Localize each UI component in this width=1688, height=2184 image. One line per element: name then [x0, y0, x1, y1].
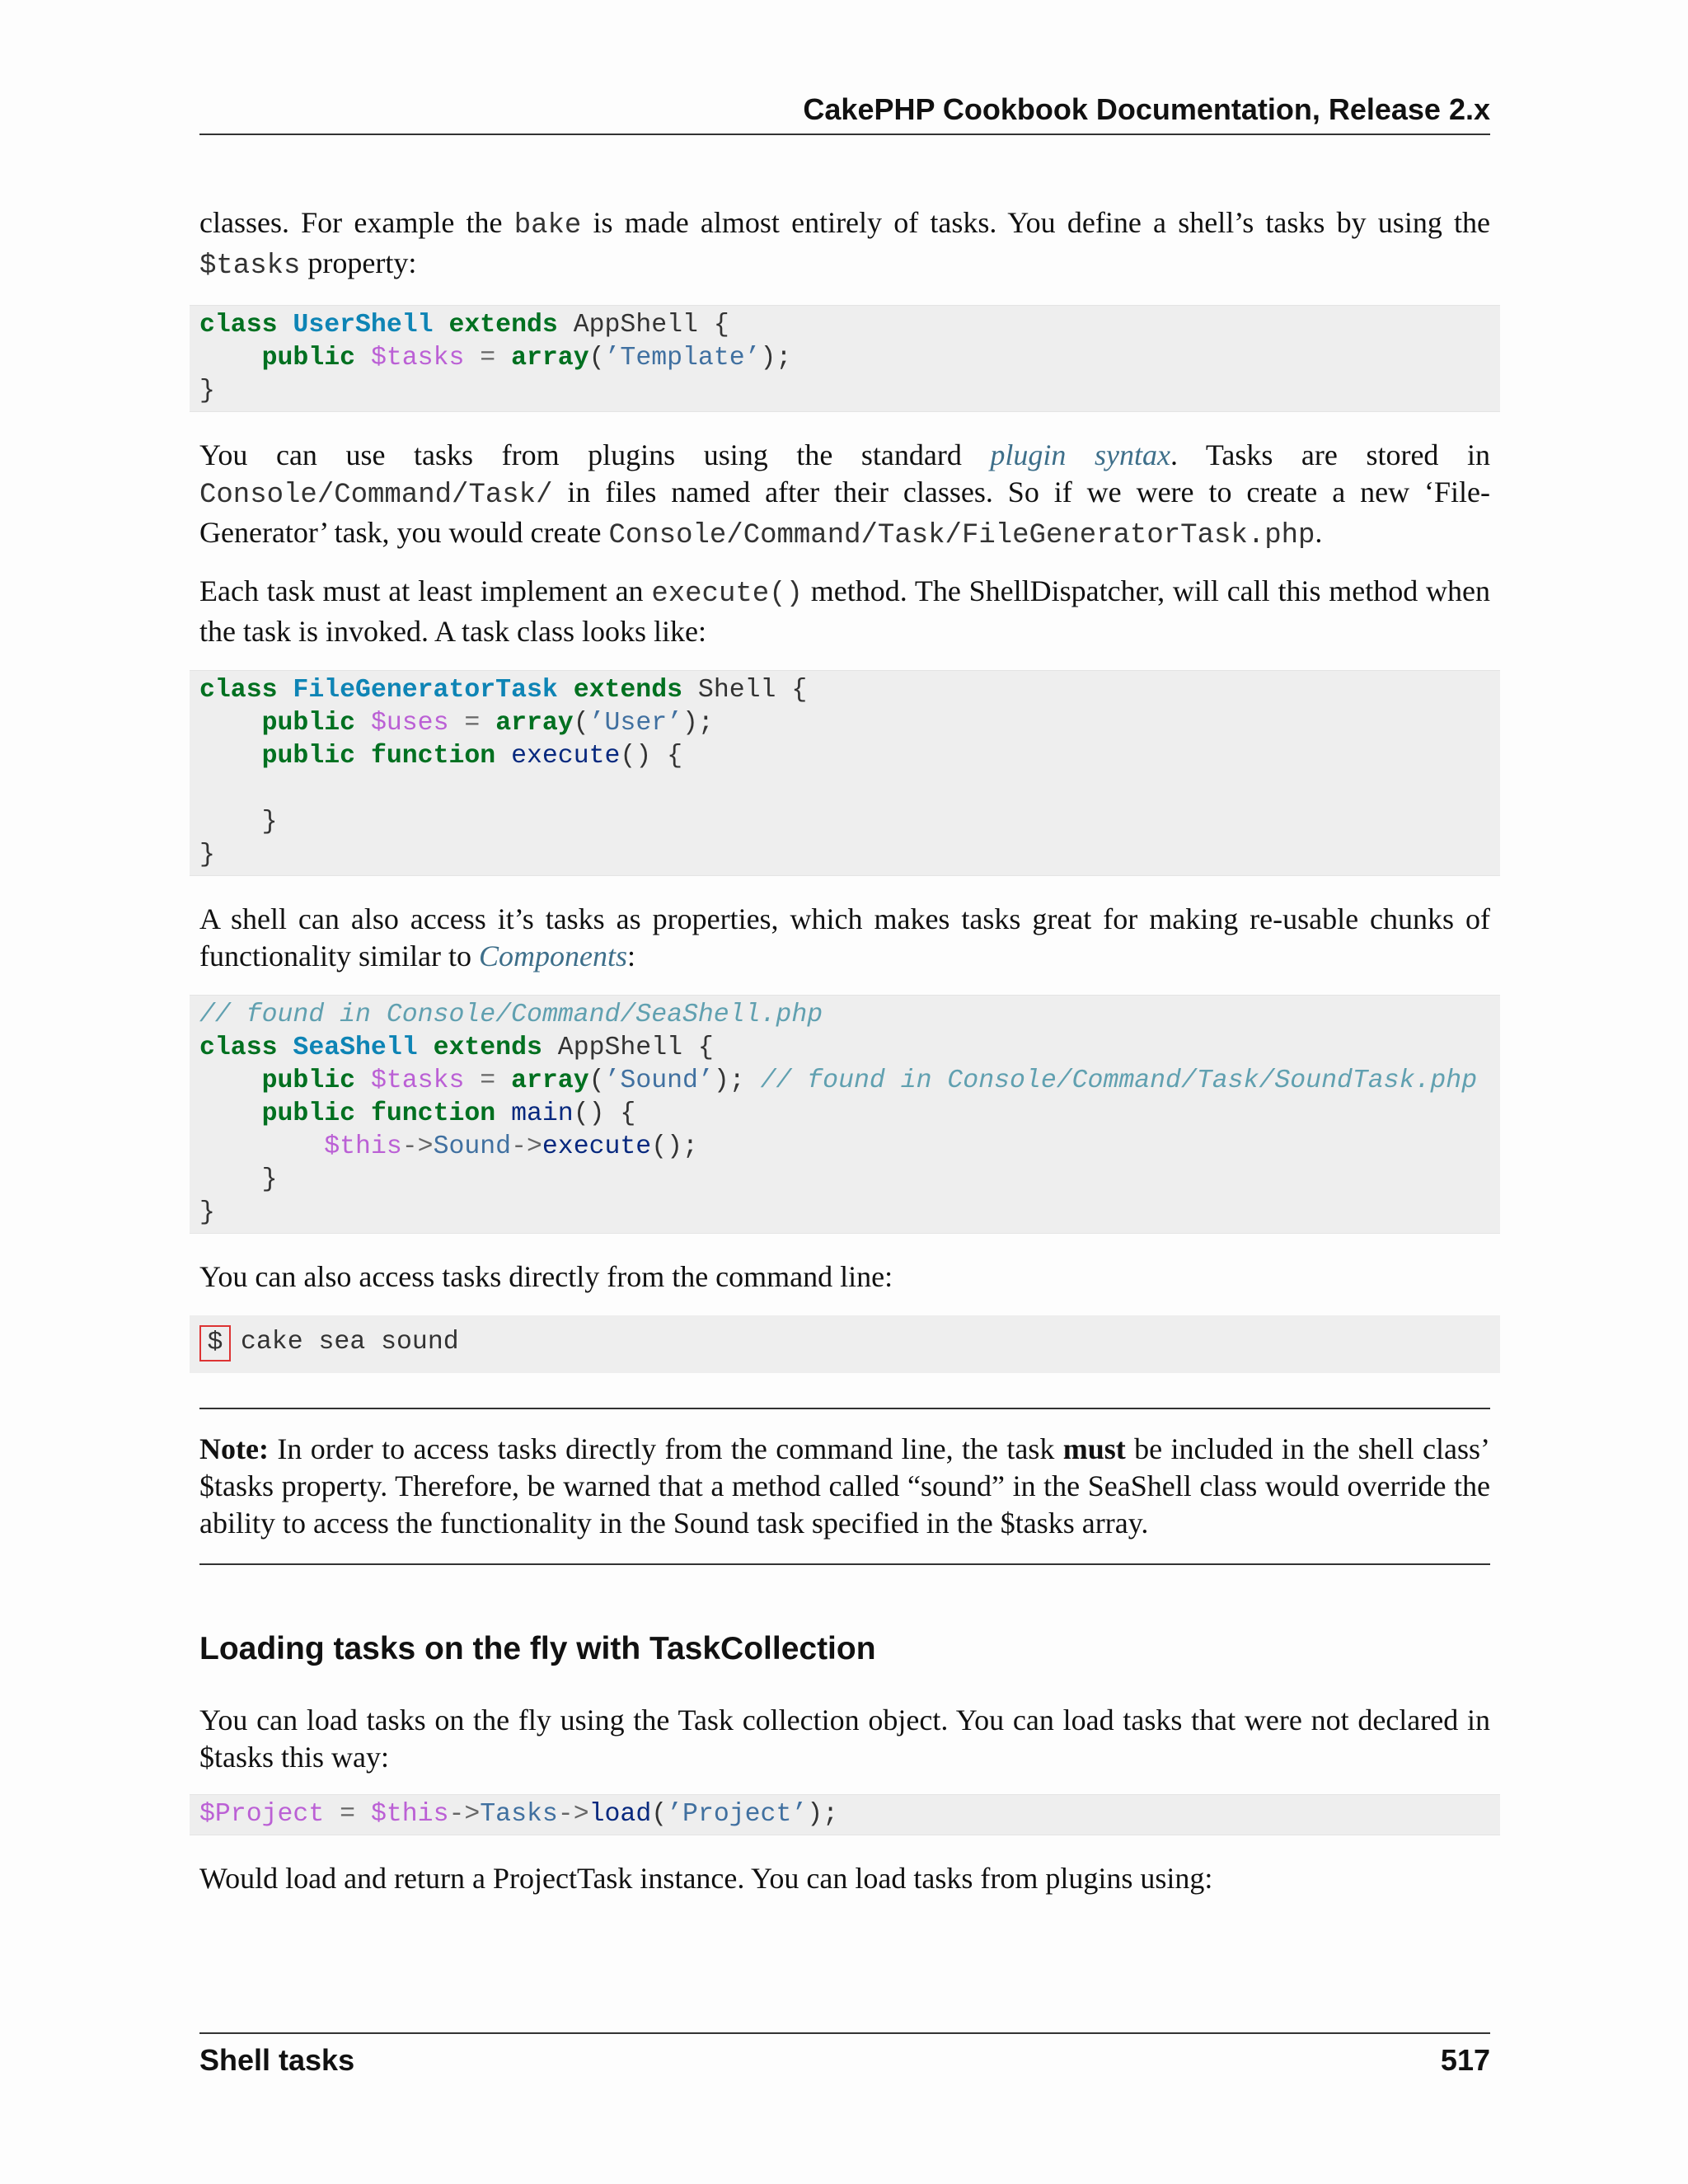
- components-link[interactable]: Components: [478, 940, 627, 972]
- note-label: Note:: [199, 1432, 269, 1465]
- paragraph-command-line: You can also access tasks directly from the command line:: [199, 1260, 893, 1293]
- code-block-load: $Project = $this->Tasks->load(’Project’);: [190, 1794, 1500, 1835]
- footer-rule: [199, 2032, 1490, 2034]
- code-block-usershell: class UserShell extends AppShell { public $tasks = array(’Template’); }: [190, 305, 1500, 412]
- document-page: [199, 0, 1490, 2184]
- note-text: Note: In order to access tasks directly from the command line, the task must be included in the shell class’ $tasks property. Therefore, be warned that a method called “sound” in the SeaShell class would override the ability to access the functionality in the Sound task specified in the $tasks array.: [199, 1432, 1490, 1540]
- paragraph-execute: Each task must at least implement an execute() method. The ShellDispatcher, will call this method when the task is invoked. A task class looks like:: [199, 574, 1490, 648]
- code-block-filegenerator: class FileGeneratorTask extends Shell { public $uses = array(’User’); public function execute() { } }: [190, 670, 1500, 876]
- page-content: [199, 204, 1490, 1897]
- paragraph-plugin-tasks: You can use tasks from plugins using the standard plugin syntax. Tasks are stored in Console/Command/Task/ in files named after their classes. So if we were to create a new ‘File-Generator’ task, you would create Console/Command/Task/FileGeneratorTask.php.: [199, 438, 1490, 551]
- code-block-seashell: // found in Console/Command/SeaShell.php class SeaShell extends AppShell { public $tasks = array(’Sound’); // found in Console/Command/Task/SoundTask.php public function main() { $this->Sound->execute(); } }: [190, 995, 1500, 1234]
- plugin-syntax-link[interactable]: plugin syntax: [990, 438, 1170, 471]
- paragraph-projecttask: Would load and return a ProjectTask instance. You can load tasks from plugins using:: [199, 1862, 1213, 1895]
- paragraph-properties: A shell can also access it’s tasks as properties, which makes tasks great for making re-usable chunks of functionality similar to Components:: [199, 902, 1490, 972]
- footer-section-title: Shell tasks: [199, 2043, 355, 2077]
- prompt-symbol: $: [199, 1325, 231, 1361]
- paragraph-intro: classes. For example the bake is made almost entirely of tasks. You define a shell’s tasks by using the $tasks property:: [199, 206, 1490, 282]
- running-header: CakePHP Cookbook Documentation, Release 2.x: [803, 92, 1490, 126]
- section-heading: Loading tasks on the fly with TaskCollection: [199, 1631, 876, 1666]
- paragraph-taskcollection: You can load tasks on the fly using the Task collection object. You can load tasks that were not declared in $tasks this way:: [199, 1704, 1490, 1774]
- header-rule: [199, 134, 1490, 135]
- console-command: cake sea sound: [241, 1328, 459, 1357]
- note-admonition: [199, 1408, 1490, 1565]
- console-block: [190, 1315, 1500, 1373]
- page-number: 517: [1440, 2043, 1490, 2077]
